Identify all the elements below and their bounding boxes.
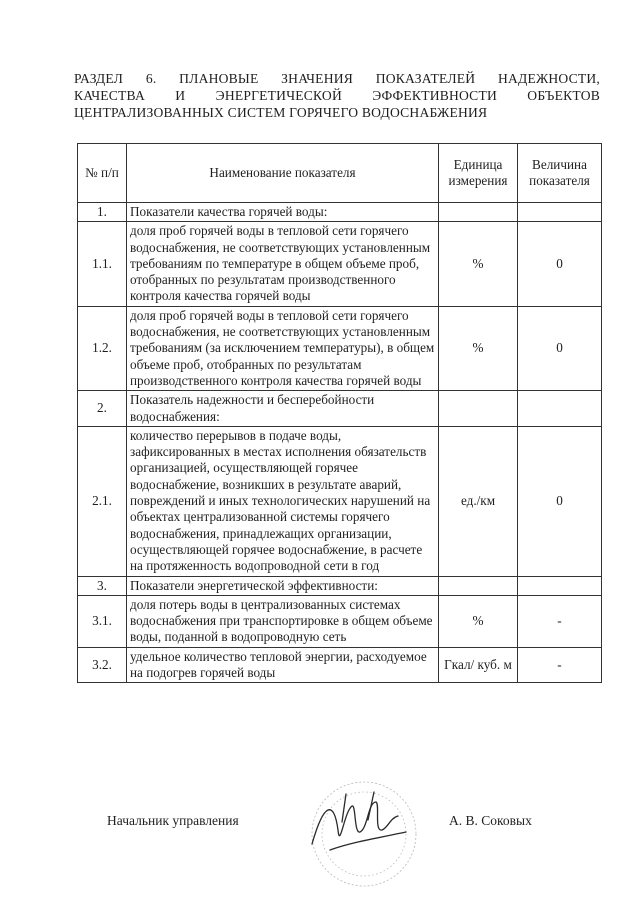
row-unit: % <box>439 306 518 390</box>
signatory-position: Начальник управления <box>107 813 239 828</box>
row-name: Показатели энергетической эффективности: <box>127 576 439 595</box>
row-num: 1.1. <box>78 222 127 306</box>
row-name: Показатель надежности и бесперебойности водоснабжения: <box>127 391 439 427</box>
row-value <box>518 203 602 222</box>
row-unit: ед./км <box>439 426 518 576</box>
table-row <box>78 306 602 390</box>
table-header-row <box>78 144 602 203</box>
row-num: 1.2. <box>78 306 127 390</box>
row-unit: % <box>439 222 518 306</box>
row-name: доля проб горячей воды в тепловой сети горячего водоснабжения, не соответствующих установленным требованиям по температуре в общем объеме проб, отобранных по результатам производственного контроля качества горячей воды <box>127 222 439 306</box>
section-title <box>74 70 600 121</box>
header-num: № п/п <box>78 144 127 203</box>
signatory-name: А. В. Соковых <box>449 813 532 828</box>
row-unit <box>439 576 518 595</box>
header-value: Величина показателя <box>518 144 602 203</box>
row-num: 3.1. <box>78 595 127 647</box>
row-value: - <box>518 647 602 683</box>
header-name: Наименование показателя <box>127 144 439 203</box>
row-value: 0 <box>518 426 602 576</box>
table-row <box>78 595 602 647</box>
table-row <box>78 426 602 576</box>
table-row <box>78 222 602 306</box>
indicators-table <box>77 143 602 683</box>
row-num: 1. <box>78 203 127 222</box>
row-num: 3.2. <box>78 647 127 683</box>
row-num: 3. <box>78 576 127 595</box>
row-num: 2. <box>78 391 127 427</box>
signature-stamp-icon <box>282 772 432 892</box>
section-title-line-3: ЦЕНТРАЛИЗОВАННЫХ СИСТЕМ ГОРЯЧЕГО ВОДОСНАБЖЕНИЯ <box>74 105 488 120</box>
header-unit: Единица измерения <box>439 144 518 203</box>
row-unit: Гкал/ куб. м <box>439 647 518 683</box>
row-unit: % <box>439 595 518 647</box>
row-name: удельное количество тепловой энергии, расходуемое на подогрев горячей воды <box>127 647 439 683</box>
section-title-line-2: КАЧЕСТВА И ЭНЕРГЕТИЧЕСКОЙ ЭФФЕКТИВНОСТИ ОБЪЕКТОВ <box>74 88 600 103</box>
row-unit <box>439 391 518 427</box>
row-unit <box>439 203 518 222</box>
row-value: 0 <box>518 222 602 306</box>
section-title-line-1: РАЗДЕЛ 6. ПЛАНОВЫЕ ЗНАЧЕНИЯ ПОКАЗАТЕЛЕЙ НАДЕЖНОСТИ, <box>74 71 600 86</box>
row-name: доля проб горячей воды в тепловой сети горячего водоснабжения, не соответствующих установленным требованиям (за исключением температуры), в общем объеме проб, отобранных по результатам производственного контроля качества горячей воды <box>127 306 439 390</box>
table-row <box>78 647 602 683</box>
row-name: доля потерь воды в централизованных системах водоснабжения при транспортировке в общем объеме воды, поданной в водопроводную сеть <box>127 595 439 647</box>
row-num: 2.1. <box>78 426 127 576</box>
table-row <box>78 203 602 222</box>
table-row <box>78 391 602 427</box>
row-value <box>518 576 602 595</box>
table-row <box>78 576 602 595</box>
row-name: Показатели качества горячей воды: <box>127 203 439 222</box>
row-value: - <box>518 595 602 647</box>
row-name: количество перерывов в подаче воды, зафиксированных в местах исполнения обязательств организацией, осуществляющей горячее водоснабжение, возникших в результате аварий, повреждений и иных технологических нарушений на объектах централизованной системы горячего водоснабжения, принадлежащих организации, осуществляющей горячее водоснабжение, в расчете на протяженность водопроводной сети в год <box>127 426 439 576</box>
row-value <box>518 391 602 427</box>
row-value: 0 <box>518 306 602 390</box>
